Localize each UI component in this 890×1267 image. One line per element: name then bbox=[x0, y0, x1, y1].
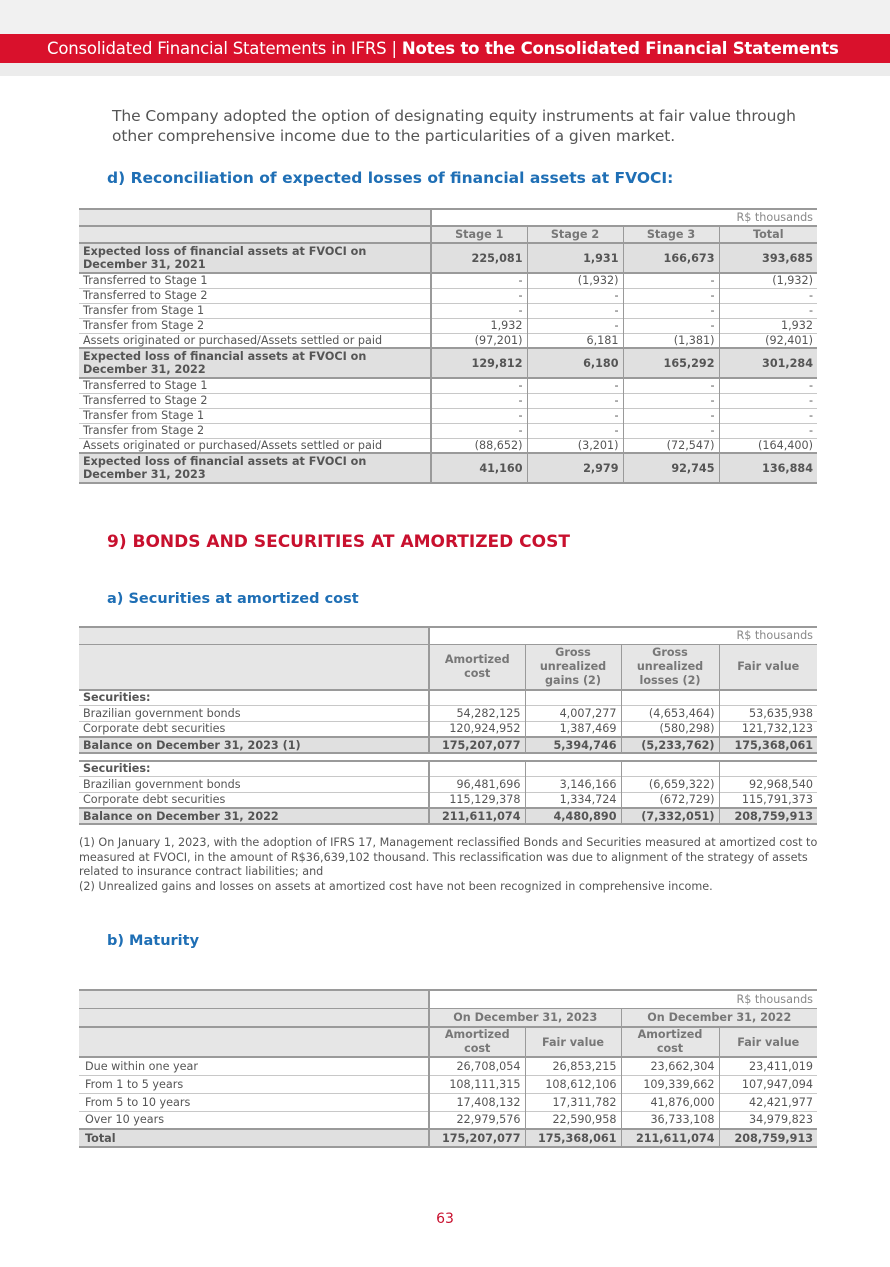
value-cell: 96,481,696 bbox=[429, 776, 525, 792]
value-cell: 108,612,106 bbox=[525, 1075, 621, 1093]
section-b-title: b) Maturity bbox=[107, 933, 200, 949]
value-cell: 107,947,094 bbox=[719, 1075, 817, 1093]
row-label: Assets originated or purchased/Assets settled or paid bbox=[83, 438, 383, 452]
row-label: From 5 to 10 years bbox=[85, 1095, 191, 1109]
col-header: Stage 1 bbox=[431, 226, 527, 243]
row-label: Total bbox=[79, 1129, 429, 1147]
value-cell: 165,292 bbox=[623, 348, 719, 378]
value-cell: - bbox=[719, 393, 817, 408]
value-cell: - bbox=[527, 318, 623, 333]
row-label: Brazilian government bonds bbox=[83, 777, 241, 791]
col-header: Total bbox=[719, 226, 817, 243]
securities-heading: Securities: bbox=[83, 762, 151, 776]
header-subband bbox=[0, 63, 890, 76]
value-cell: 3,146,166 bbox=[525, 776, 621, 792]
row-label: Transfer from Stage 1 bbox=[83, 409, 205, 422]
value-cell: 26,708,054 bbox=[429, 1057, 525, 1075]
value-cell: - bbox=[623, 378, 719, 393]
row-label: Balance on December 31, 2023 (1) bbox=[79, 737, 429, 753]
table-row bbox=[79, 273, 817, 288]
table-row bbox=[79, 303, 817, 318]
total-row bbox=[79, 737, 817, 753]
value-cell: - bbox=[719, 303, 817, 318]
table-row bbox=[79, 438, 817, 453]
value-cell: 2,979 bbox=[527, 453, 623, 483]
value-cell: 92,968,540 bbox=[719, 776, 817, 792]
col-header: Fair value bbox=[719, 644, 817, 690]
value-cell: (4,653,464) bbox=[621, 705, 719, 721]
table-row bbox=[79, 408, 817, 423]
value-cell: - bbox=[719, 408, 817, 423]
row-label: Transferred to Stage 2 bbox=[83, 289, 208, 302]
group-header: On December 31, 2023 bbox=[429, 1008, 621, 1027]
value-cell: - bbox=[719, 423, 817, 438]
empty-cell bbox=[719, 690, 817, 705]
row-label: Transferred to Stage 2 bbox=[83, 394, 208, 407]
value-cell: 4,480,890 bbox=[525, 808, 621, 824]
value-cell: 120,924,952 bbox=[429, 721, 525, 737]
row-label: Balance on December 31, 2022 bbox=[79, 808, 429, 824]
table-row bbox=[79, 705, 817, 721]
table-row bbox=[79, 453, 817, 483]
row-label: Corporate debt securities bbox=[83, 793, 226, 807]
table-a-unit: R$ thousands bbox=[429, 627, 817, 644]
empty-cell bbox=[621, 761, 719, 776]
value-cell: 225,081 bbox=[431, 243, 527, 273]
table-b-unit: R$ thousands bbox=[429, 990, 817, 1008]
page-number: 63 bbox=[436, 1211, 454, 1227]
row-label: Due within one year bbox=[85, 1059, 198, 1073]
col-header: Amortized cost bbox=[621, 1027, 719, 1057]
value-cell: 23,411,019 bbox=[719, 1057, 817, 1075]
value-cell: - bbox=[431, 378, 527, 393]
section-d-title: d) Reconciliation of expected losses of financial assets at FVOCI: bbox=[107, 169, 674, 187]
value-cell: - bbox=[623, 288, 719, 303]
page-header bbox=[0, 34, 890, 63]
value-cell: - bbox=[623, 318, 719, 333]
value-cell: (1,932) bbox=[719, 273, 817, 288]
spacer-row bbox=[79, 753, 817, 761]
value-cell: 1,931 bbox=[527, 243, 623, 273]
empty-cell bbox=[719, 761, 817, 776]
value-cell: 1,334,724 bbox=[525, 792, 621, 808]
value-cell: 393,685 bbox=[719, 243, 817, 273]
empty-cell bbox=[525, 761, 621, 776]
row-label: Expected loss of financial assets at FVOCI on December 31, 2022 bbox=[79, 348, 431, 378]
table-maturity bbox=[79, 989, 817, 1148]
securities-heading-row bbox=[79, 761, 817, 776]
row-label: Corporate debt securities bbox=[83, 722, 226, 736]
row-label: Transferred to Stage 1 bbox=[83, 379, 208, 393]
value-cell: 22,979,576 bbox=[429, 1111, 525, 1129]
row-label: From 1 to 5 years bbox=[85, 1077, 184, 1091]
value-cell: - bbox=[719, 288, 817, 303]
row-label: Transfer from Stage 1 bbox=[83, 304, 205, 317]
empty-cell bbox=[525, 690, 621, 705]
value-cell: 301,284 bbox=[719, 348, 817, 378]
row-label: Expected loss of financial assets at FVOCI on December 31, 2021 bbox=[79, 243, 431, 273]
table-a-notes bbox=[79, 836, 819, 894]
table-d-unit: R$ thousands bbox=[431, 209, 817, 226]
value-cell: 26,853,215 bbox=[525, 1057, 621, 1075]
value-cell: 4,007,277 bbox=[525, 705, 621, 721]
value-cell: 92,745 bbox=[623, 453, 719, 483]
value-cell: 36,733,108 bbox=[621, 1111, 719, 1129]
row-label: Expected loss of financial assets at FVOCI on December 31, 2023 bbox=[79, 453, 431, 483]
value-cell: - bbox=[527, 408, 623, 423]
footnote-1: (1) On January 1, 2023, with the adoption of IFRS 17, Management reclassified Bonds and Securities measured at amortized cost to measured at FVOCI, in the amount of R$36,639,102 thousand. This reclassification was due to alignment of the strategy of assets related to insurance contract liabilities; and bbox=[79, 836, 818, 878]
value-cell: (672,729) bbox=[621, 792, 719, 808]
table-row bbox=[79, 1093, 817, 1111]
value-cell: 115,129,378 bbox=[429, 792, 525, 808]
value-cell: 166,673 bbox=[623, 243, 719, 273]
value-cell: 53,635,938 bbox=[719, 705, 817, 721]
col-header: Gross unrealized losses (2) bbox=[621, 644, 719, 690]
value-cell: 34,979,823 bbox=[719, 1111, 817, 1129]
value-cell: 208,759,913 bbox=[719, 1129, 817, 1147]
col-header: Amortized cost bbox=[429, 644, 525, 690]
table-row bbox=[79, 333, 817, 348]
section-9-title: 9) BONDS AND SECURITIES AT AMORTIZED COST bbox=[107, 532, 570, 552]
intro-paragraph: The Company adopted the option of designating equity instruments at fair value through other comprehensive income due to the particularities of a given market. bbox=[112, 107, 796, 145]
total-row bbox=[79, 808, 817, 824]
footnote-2: (2) Unrealized gains and losses on assets at amortized cost have not been recognized in comprehensive income. bbox=[79, 879, 713, 893]
value-cell: 42,421,977 bbox=[719, 1093, 817, 1111]
col-header: Stage 2 bbox=[527, 226, 623, 243]
value-cell: 115,791,373 bbox=[719, 792, 817, 808]
value-cell: - bbox=[527, 378, 623, 393]
top-band bbox=[0, 0, 890, 34]
value-cell: 108,111,315 bbox=[429, 1075, 525, 1093]
value-cell: - bbox=[623, 408, 719, 423]
value-cell: - bbox=[527, 303, 623, 318]
col-header: Fair value bbox=[719, 1027, 817, 1057]
table-row bbox=[79, 1111, 817, 1129]
value-cell: 23,662,304 bbox=[621, 1057, 719, 1075]
value-cell: (72,547) bbox=[623, 438, 719, 453]
table-row bbox=[79, 318, 817, 333]
row-label: Transfer from Stage 2 bbox=[83, 319, 205, 332]
table-row bbox=[79, 776, 817, 792]
value-cell: - bbox=[431, 273, 527, 288]
table-row bbox=[79, 288, 817, 303]
value-cell: 17,311,782 bbox=[525, 1093, 621, 1111]
value-cell: 136,884 bbox=[719, 453, 817, 483]
value-cell: (580,298) bbox=[621, 721, 719, 737]
value-cell: - bbox=[431, 408, 527, 423]
value-cell: 41,160 bbox=[431, 453, 527, 483]
value-cell: - bbox=[527, 423, 623, 438]
value-cell: (3,201) bbox=[527, 438, 623, 453]
value-cell: (88,652) bbox=[431, 438, 527, 453]
table-row bbox=[79, 393, 817, 408]
value-cell: 17,408,132 bbox=[429, 1093, 525, 1111]
section-a-title: a) Securities at amortized cost bbox=[107, 591, 359, 607]
header-doc-title: Consolidated Financial Statements in IFRS | bbox=[47, 39, 402, 58]
total-row bbox=[79, 1129, 817, 1147]
value-cell: 211,611,074 bbox=[429, 808, 525, 824]
value-cell: - bbox=[431, 303, 527, 318]
value-cell: 6,180 bbox=[527, 348, 623, 378]
value-cell: 22,590,958 bbox=[525, 1111, 621, 1129]
table-securities-amortized-cost bbox=[79, 626, 817, 825]
value-cell: (7,332,051) bbox=[621, 808, 719, 824]
header-section-title: Notes to the Consolidated Financial Statements bbox=[401, 39, 839, 58]
row-label: Transferred to Stage 1 bbox=[83, 274, 208, 288]
value-cell: - bbox=[623, 273, 719, 288]
table-fvoci-reconciliation bbox=[79, 208, 817, 484]
value-cell: (5,233,762) bbox=[621, 737, 719, 753]
value-cell: - bbox=[527, 393, 623, 408]
value-cell: 6,181 bbox=[527, 333, 623, 348]
value-cell: 175,368,061 bbox=[525, 1129, 621, 1147]
value-cell: 175,207,077 bbox=[429, 1129, 525, 1147]
table-row bbox=[79, 378, 817, 393]
table-row bbox=[79, 721, 817, 737]
value-cell: (164,400) bbox=[719, 438, 817, 453]
table-row bbox=[79, 1075, 817, 1093]
value-cell: 211,611,074 bbox=[621, 1129, 719, 1147]
value-cell: 5,394,746 bbox=[525, 737, 621, 753]
table-row bbox=[79, 243, 817, 273]
empty-cell bbox=[429, 690, 525, 705]
row-label: Over 10 years bbox=[85, 1113, 165, 1127]
row-label: Brazilian government bonds bbox=[83, 706, 241, 720]
value-cell: 54,282,125 bbox=[429, 705, 525, 721]
value-cell: - bbox=[527, 288, 623, 303]
securities-heading: Securities: bbox=[83, 691, 151, 705]
securities-heading-row bbox=[79, 690, 817, 705]
value-cell: 121,732,123 bbox=[719, 721, 817, 737]
col-header: Stage 3 bbox=[623, 226, 719, 243]
value-cell: (1,381) bbox=[623, 333, 719, 348]
empty-cell bbox=[621, 690, 719, 705]
table-row bbox=[79, 1057, 817, 1075]
table-row bbox=[79, 792, 817, 808]
value-cell: - bbox=[623, 303, 719, 318]
value-cell: (1,932) bbox=[527, 273, 623, 288]
value-cell: 208,759,913 bbox=[719, 808, 817, 824]
value-cell: 175,368,061 bbox=[719, 737, 817, 753]
value-cell: 1,932 bbox=[719, 318, 817, 333]
value-cell: - bbox=[431, 423, 527, 438]
group-header: On December 31, 2022 bbox=[621, 1008, 817, 1027]
value-cell: - bbox=[719, 378, 817, 393]
value-cell: - bbox=[623, 423, 719, 438]
row-label: Transfer from Stage 2 bbox=[83, 424, 205, 437]
table-row bbox=[79, 423, 817, 438]
value-cell: (6,659,322) bbox=[621, 776, 719, 792]
col-header: Gross unrealized gains (2) bbox=[525, 644, 621, 690]
value-cell: 129,812 bbox=[431, 348, 527, 378]
value-cell: 109,339,662 bbox=[621, 1075, 719, 1093]
value-cell: 1,387,469 bbox=[525, 721, 621, 737]
col-header: Fair value bbox=[525, 1027, 621, 1057]
value-cell: - bbox=[431, 393, 527, 408]
empty-cell bbox=[429, 761, 525, 776]
value-cell: 1,932 bbox=[431, 318, 527, 333]
value-cell: 41,876,000 bbox=[621, 1093, 719, 1111]
value-cell: - bbox=[431, 288, 527, 303]
row-label: Assets originated or purchased/Assets settled or paid bbox=[83, 333, 383, 347]
value-cell: - bbox=[623, 393, 719, 408]
value-cell: (92,401) bbox=[719, 333, 817, 348]
col-header: Amortized cost bbox=[429, 1027, 525, 1057]
value-cell: 175,207,077 bbox=[429, 737, 525, 753]
table-row bbox=[79, 348, 817, 378]
value-cell: (97,201) bbox=[431, 333, 527, 348]
